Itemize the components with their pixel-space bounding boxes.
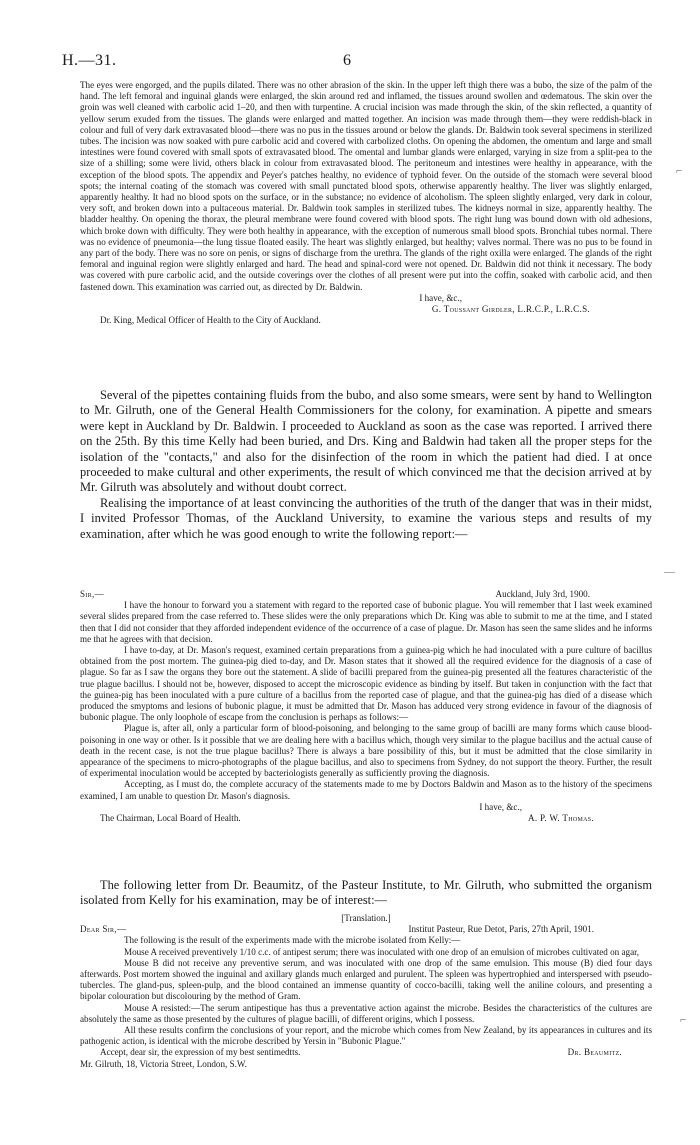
beaumitz-letter-signature: Dr. Beaumitz. (567, 1047, 622, 1058)
narrative-section-2 (80, 878, 652, 909)
beaumitz-letter (80, 913, 652, 1070)
margin-mark: ⌐ (676, 165, 683, 177)
document-reference: H.—31. (62, 52, 117, 69)
beaumitz-letter-paragraph: The following is the result of the experiments made with the microbe isolated from Kelly:— (124, 935, 461, 946)
thomas-letter-paragraph: Plague is, after all, only a particular form of blood-poisoning, and belonging to the same group of bacilli are many forms which cause blood-poisoning in one way or other. Is it possible that we are dealing here with a bacillus which, though very similar to the plague bacillus and the actual cause of death in the recent case, is not the true plague bacillus? There is always a bare possibility of this, but it must be admitted that the close similarity in appearance of the specimens to micro-photographs of the plague bacillus, and also to specimens from Sydney, do not support the theory. Further, the result of experimental inoculation would be accepted by bacteriologists generally as sufficiently proving the diagnosis. (80, 723, 652, 779)
beaumitz-letter-paragraph: All these results confirm the conclusions of your report, and the microbe which comes from New Zealand, by its appearances in cultures and its pathogenic action, is identical with the microbe described by Yersin in "Bubonic Plague." (80, 1025, 652, 1047)
beaumitz-letter-paragraph: Mouse A received preventively 1/10 c.c. of antipest serum; there was inoculated with one drop of an emulsion of microbes cultivated on agar, (124, 946, 640, 957)
beaumitz-letter-closing-row (80, 1047, 652, 1058)
thomas-letter-paragraph: I have the honour to forward you a statement with regard to the reported case of bubonic plague. You will remember that I last week examined several slides prepared from the case referred to. These slides were the only preparations which Dr. King was able to submit to me at the time, and I stated then that I did not consider that they afforded independent evidence of the occurrence of a case of plague. Dr. Mason has seen the same slides and he informs me that he agrees with that decision. (80, 600, 652, 644)
thomas-letter (80, 589, 652, 824)
thomas-letter-salutation: Sir,— (80, 589, 104, 599)
margin-mark: — (664, 566, 675, 578)
thomas-letter-heading-row (80, 589, 652, 600)
beaumitz-letter-heading-row (80, 924, 652, 935)
beaumitz-letter-salutation: Dear Sir,— (80, 924, 127, 935)
beaumitz-letter-place-date: Institut Pasteur, Rue Detot, Paris, 27th April, 1901. (408, 924, 594, 935)
report-addressee: Dr. King, Medical Officer of Health to the City of Auckland. (100, 315, 321, 326)
margin-mark: ⌐ (680, 1014, 687, 1026)
beaumitz-letter-addressee: Mr. Gilruth, 18, Victoria Street, London, S.W. (80, 1058, 247, 1069)
beaumitz-letter-paragraph: Mouse A resisted:—The serum antipestique has thus a preventative action against the microbe. Besides the characteristics of the cultures are absolutely the same as those presented by the cultures of plague bacilli, of different origins, which I possess. (80, 1002, 652, 1024)
thomas-letter-signature: A. P. W. Thomas. (528, 813, 594, 824)
narrative-paragraph-2: Realising the importance of at least convincing the authorities of the truth of the danger that was in their midst, I invited Professor Thomas, of the Auckland University, to examine the various steps and results of my examination, after which he was good enough to write the following report:— (80, 495, 652, 541)
autopsy-report-body: The eyes were engorged, and the pupils dilated. There was no other abrasion of the skin. In the upper left thigh there was a bubo, the size of the palm of the hand. The left femoral and inguinal glands were enlarged, the skin around red and inflamed, the tissues around swollen and œdematous. The skin over the groin was well cleaned with carbolic acid 1–20, and then with turpentine. A crucial incision was made through the skin, of the skin reflected, a quantity of yellow serum exuded from the tissues. The glands were enlarged and matted together. An incision was made through them—they were reddish-black in colour and full of very dark extravasated blood—there was no pus in the tissues around or below the glands. Dr. Baldwin took several specimens in sterilized tubes. The incision was now soaked with pure carbolic acid and covered with carbolized cloths. On opening the abdomen, the omentum and large and small intestines were found covered with small spots of extravasated blood. The omental and lumbar glands were enlarged, varying in size from a split-pea to the size of a shilling; some were livid, others black in colour from extravasated blood. The peritoneum and intestines were healthy in appearance, with the exception of the blood spots. The appendix and Peyer's patches healthy, no evidence of typhoid fever. On the outside of the stomach were several blood spots; the internal coating of the stomach was covered with small punctated blood spots, otherwise apparently healthy. The liver was slightly enlarged, apparently healthy. It had no blood spots on the surface, or in the substance; no evidence of alcoholism. The spleen slightly enlarged, very dark in colour, very soft, and broken down into a pultaceous material. Dr. Baldwin took samples in sterilized tubes. The kidneys normal in size, apparently healthy. The bladder healthy. On opening the thorax, the pleural membrane were found covered with blood spots. The right lung was bound down with old adhesions, which broke down with difficulty. They were both healthy in appearance, with the exception of numerous small blood spots. Bronchial tubes normal. There was no evidence of pneumonia—the lung tissue floated easily. The heart was slightly enlarged, but healthy; valves normal. There was no pus to be found in any part of the body. There was no sore on penis, or signs of discharge from the urethra. The glands of the right oxilla were enlarged. The glands of the right femoral and inguinal region were slightly enlarged and hard. The head and spinal-cord were not opened. Dr. Baldwin did not think it necessary. The body was covered with pure carbolic acid, and the outside coverings over the clothes of all present were put into the coffin, soaked with carbolic acid, and then fastened down. This examination was carried out, as directed by Dr. Baldwin. (80, 80, 653, 292)
thomas-letter-place-date: Auckland, July 3rd, 1900. (495, 589, 590, 599)
thomas-letter-footer-row (80, 813, 652, 824)
narrative-paragraph-1: Several of the pipettes containing fluids from the bubo, and also some smears, were sent by hand to Wellington to Mr. Gilruth, one of the General Health Commissioners for the colony, for examination. A pipette and smears were kept in Auckland by Dr. Baldwin. I proceeded to Auckland as soon as the case was reported. I arrived there on the 25th. By this time Kelly had been buried, and Drs. King and Baldwin had taken all the proper steps for the isolation of the "contacts," and also for the disinfection of the room in which the patient had died. I at once proceeded to make cultural and other experiments, the result of which convinced me that the decision arrived at by Mr. Gilruth was absolutely and without doubt correct. (80, 388, 652, 495)
autopsy-report (80, 80, 652, 326)
report-closing: I have, &c., (419, 292, 462, 303)
narrative-section (80, 388, 652, 542)
thomas-letter-paragraph: Accepting, as I must do, the complete accuracy of the statements made to me by Doctors Baldwin and Mason as to the history of the specimens examined, I am unable to question Dr. Mason's diagnosis. (80, 779, 652, 801)
thomas-letter-closing: I have, &c., (479, 801, 522, 812)
beaumitz-letter-closing: Accept, dear sir, the expression of my best sentimedtts. (100, 1047, 301, 1058)
narrative-paragraph-3: The following letter from Dr. Beaumitz, of the Pasteur Institute, to Mr. Gilruth, who submitted the organism isolated from Kelly for his examination, may be of interest:— (80, 878, 652, 908)
page-number: 6 (343, 52, 351, 69)
thomas-letter-addressee: The Chairman, Local Board of Health. (100, 813, 241, 824)
thomas-letter-paragraph: I have to-day, at Dr. Mason's request, examined certain preparations from a guinea-pig which he had inoculated with a pure culture of bacillus obtained from the post mortem. The guinea-pig died to-day, and Dr. Mason states that it showed all the required evidence for the diagnosis of a case of plague. So far as I saw the organs they bore out the statement. A slide of bacilli prepared from the guinea-pig presented all the features characteristic of the true plague bacillus. I should not be, however, disposed to accept the microscopic evidence as binding by itself. But taken in conjunction with the fact that the guinea-pig has been inoculated with a pure culture of a bacillus from the reported case of plague, and that the guinea-pig has died of a disease which produced the smyptoms and lesions of bubonic plague, it must be admitted that Dr. Mason has adduced very strong evidence in favour of the diagnosis of bubonic plague. The only loophole of escape from the conclusion is perhaps as follows:— (80, 645, 652, 723)
report-signature: G. Toussant Girdler, L.R.C.P., L.R.C.S. (431, 304, 590, 315)
beaumitz-letter-paragraph: Mouse B did not receive any preventive serum, and was inoculated with one drop of the same emulsion. This mouse (B) died four days afterwards. Post mortem showed the inguinal and axillary glands much enlarged and purulent. The spleen was hypertrophied and interspersed with pseudo-tubercles. The gland-pus, spleen-pulp, and the blood contained an immense quantity of cocco-bacilli, taking well the aniline colours, and presenting a bipolar colouration but discolouring by the method of Gram. (80, 957, 652, 1002)
translation-note: [Translation.] (341, 913, 391, 923)
